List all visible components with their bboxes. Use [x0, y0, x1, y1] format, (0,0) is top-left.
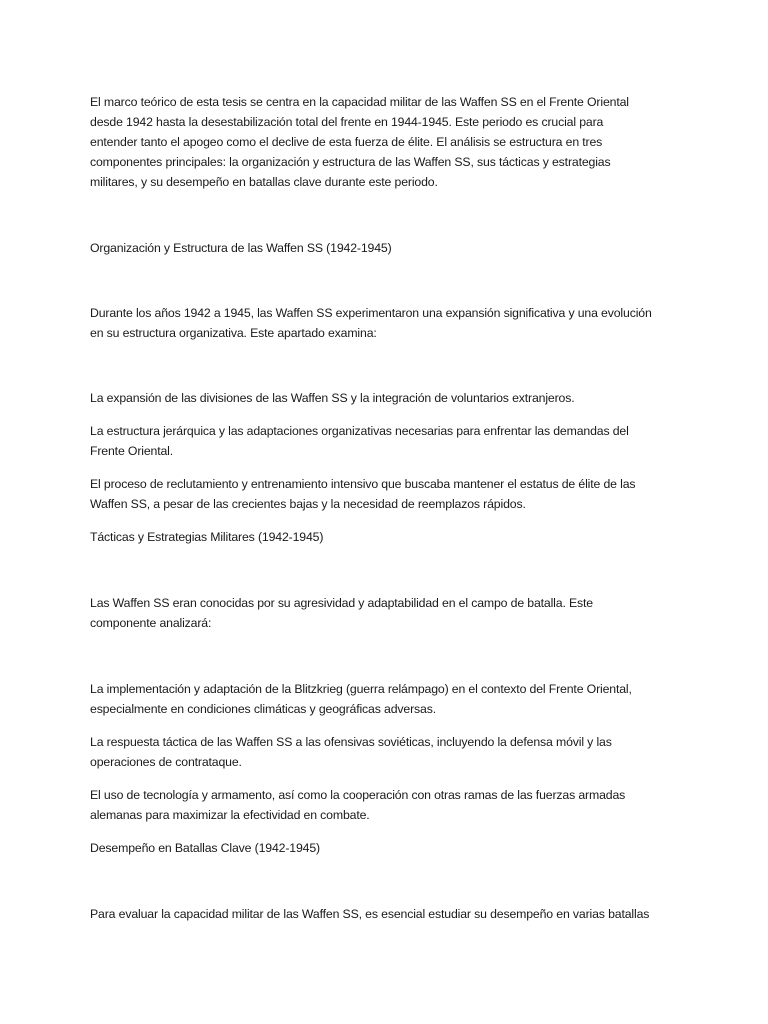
intro-paragraph — [90, 92, 690, 192]
text-line: militares, y su desempeño en batallas clave durante este periodo. — [90, 175, 438, 189]
text-line: La estructura jerárquica y las adaptaciones organizativas necesarias para enfrentar las demandas del — [90, 424, 629, 438]
section1-intro-paragraph — [90, 303, 690, 343]
text-line: entender tanto el apogeo como el declive de esta fuerza de élite. El análisis se estructura en tres — [90, 135, 603, 149]
section2-item-2 — [90, 732, 690, 772]
section2-item-1 — [90, 679, 690, 719]
text-line: Frente Oriental. — [90, 444, 174, 458]
section1-item-2 — [90, 421, 690, 461]
section1-item-1 — [90, 388, 690, 408]
section-heading-tacticas: Tácticas y Estrategias Militares (1942-1945) — [90, 530, 324, 544]
text-line: El marco teórico de esta tesis se centra en la capacidad militar de las Waffen SS en el Frente Oriental — [90, 95, 629, 109]
text-line: componentes principales: la organización y estructura de las Waffen SS, sus tácticas y estrategias — [90, 155, 611, 169]
text-line: Para evaluar la capacidad militar de las Waffen SS, es esencial estudiar su desempeño en varias batallas — [90, 907, 650, 921]
text-line: especialmente en condiciones climáticas y geográficas adversas. — [90, 702, 436, 716]
section-heading-organizacion: Organización y Estructura de las Waffen SS (1942-1945) — [90, 241, 392, 255]
text-line: en su estructura organizativa. Este apartado examina: — [90, 326, 377, 340]
text-line: El uso de tecnología y armamento, así como la cooperación con otras ramas de las fuerzas armadas — [90, 788, 626, 802]
section3-intro-paragraph — [90, 904, 690, 924]
text-line: alemanas para maximizar la efectividad en combate. — [90, 808, 370, 822]
section2-intro-paragraph — [90, 593, 690, 633]
section-heading-desempeno: Desempeño en Batallas Clave (1942-1945) — [90, 841, 320, 855]
section1-item-3 — [90, 474, 690, 514]
text-line: operaciones de contrataque. — [90, 755, 242, 769]
text-line: Las Waffen SS eran conocidas por su agresividad y adaptabilidad en el campo de batalla. Este — [90, 596, 593, 610]
text-line: Durante los años 1942 a 1945, las Waffen SS experimentaron una expansión significativa y una evolución — [90, 306, 652, 320]
section2-item-3 — [90, 785, 690, 825]
text-line: El proceso de reclutamiento y entrenamiento intensivo que buscaba mantener el estatus de élite de las — [90, 477, 636, 491]
text-line: Waffen SS, a pesar de las crecientes bajas y la necesidad de reemplazos rápidos. — [90, 497, 526, 511]
text-line: desde 1942 hasta la desestabilización total del frente en 1944-1945. Este periodo es crucial para — [90, 115, 604, 129]
text-line: La implementación y adaptación de la Blitzkrieg (guerra relámpago) en el contexto del Frente Oriental, — [90, 682, 632, 696]
text-line: componente analizará: — [90, 616, 212, 630]
text-line: La respuesta táctica de las Waffen SS a las ofensivas soviéticas, incluyendo la defensa móvil y las — [90, 735, 612, 749]
text-line: La expansión de las divisiones de las Waffen SS y la integración de voluntarios extranjeros. — [90, 391, 575, 405]
